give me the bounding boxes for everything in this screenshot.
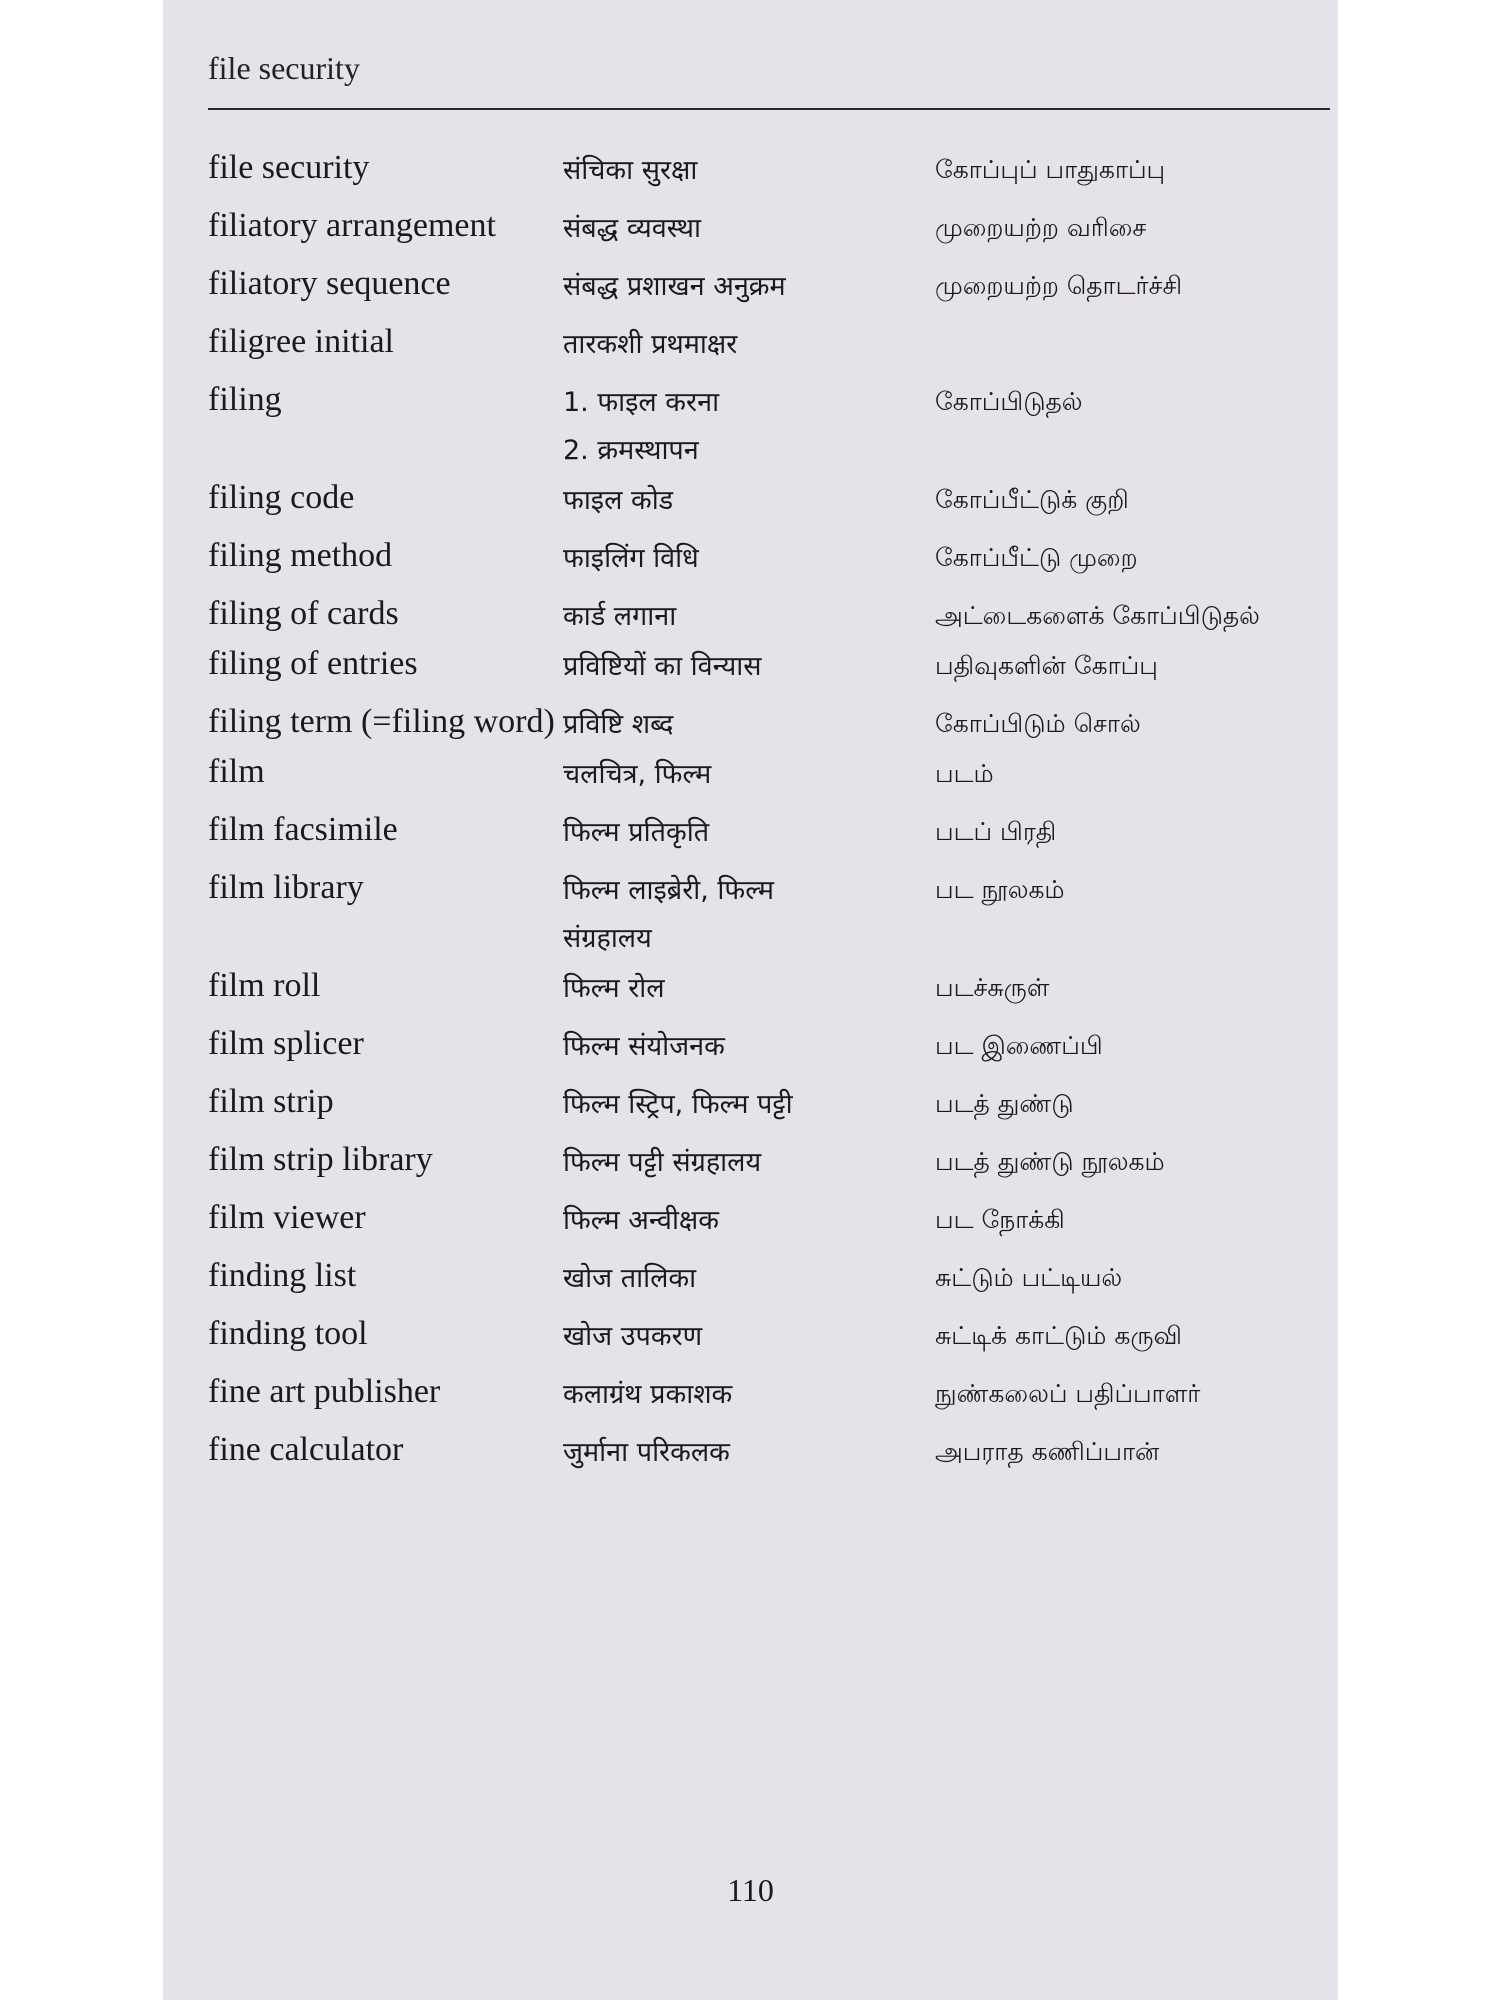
hindi-equivalent (563, 1253, 935, 1303)
english-term: film library (208, 869, 364, 906)
english-term: filing of cards (208, 595, 399, 632)
hindi-equivalent (563, 1427, 935, 1477)
hindi-line: फिल्म अन्वीक्षक (563, 1205, 720, 1236)
hindi-line: फिल्म रोल (563, 973, 665, 1004)
tamil-equivalent (935, 319, 1328, 321)
entry-row (208, 641, 1328, 691)
english-term: filing (208, 381, 282, 418)
tamil-equivalent: சுட்டும் பட்டியல் (935, 1263, 1123, 1292)
tamil-equivalent: முறையற்ற தொடர்ச்சி (935, 271, 1183, 300)
english-term: filigree initial (208, 323, 394, 360)
hindi-equivalent (563, 1021, 935, 1071)
tamil-equivalent: அபராத கணிப்பான் (935, 1437, 1160, 1466)
entry-row (208, 807, 1328, 857)
tamil-equivalent: பட நோக்கி (935, 1205, 1065, 1234)
entry-row (208, 145, 1328, 195)
english-term: file security (208, 149, 370, 186)
hindi-equivalent (563, 377, 935, 475)
tamil-equivalent: கோப்பிடும் சொல் (935, 709, 1141, 738)
hindi-equivalent (563, 1137, 935, 1187)
tamil-equivalent: படப் பிரதி (935, 817, 1057, 846)
hindi-line: फिल्म प्रतिकृति (563, 817, 710, 848)
tamil-equivalent: பட இணைப்பி (935, 1031, 1103, 1060)
english-term: filiatory sequence (208, 265, 451, 302)
hindi-line: फाइलिंग विधि (563, 543, 699, 574)
hindi-line: जुर्माना परिकलक (563, 1437, 730, 1468)
english-term: film viewer (208, 1199, 366, 1236)
hindi-line: फाइल कोड (563, 485, 674, 516)
entry-row (208, 203, 1328, 253)
english-term: fine art publisher (208, 1373, 441, 1410)
tamil-equivalent: முறையற்ற வரிசை (935, 213, 1147, 242)
hindi-equivalent (563, 1369, 935, 1419)
english-term: filing code (208, 479, 355, 516)
hindi-equivalent (563, 261, 935, 311)
entry-row (208, 1079, 1328, 1129)
hindi-line: फिल्म पट्टी संग्रहालय (563, 1147, 762, 1178)
hindi-line: कार्ड लगाना (563, 601, 677, 632)
english-term: film strip (208, 1083, 334, 1120)
english-term: filiatory arrangement (208, 207, 496, 244)
english-term: filing term (=filing word) (208, 703, 555, 740)
entry-row (208, 591, 1328, 641)
hindi-equivalent (563, 319, 935, 369)
entry-row (208, 1253, 1328, 1303)
hindi-line: प्रविष्टियों का विन्यास (563, 651, 762, 682)
hindi-line: संबद्ध प्रशाखन अनुक्रम (563, 271, 786, 302)
entry-list (208, 145, 1328, 1485)
hindi-line: संचिका सुरक्षा (563, 155, 698, 186)
hindi-line: फिल्म स्ट्रिप, फिल्म पट्टी (563, 1089, 793, 1120)
running-head: file security (208, 50, 360, 86)
hindi-line: फिल्म संयोजनक (563, 1031, 725, 1062)
hindi-equivalent (563, 1195, 935, 1245)
english-term: film splicer (208, 1025, 364, 1062)
hindi-equivalent (563, 475, 935, 525)
hindi-equivalent (563, 699, 935, 749)
entry-row (208, 1427, 1328, 1477)
english-term: filing of entries (208, 645, 418, 682)
tamil-equivalent: படத் துண்டு நூலகம் (935, 1147, 1165, 1176)
english-term: finding tool (208, 1315, 368, 1352)
tamil-equivalent: கோப்பீட்டு முறை (935, 543, 1138, 572)
tamil-equivalent: கோப்புப் பாதுகாப்பு (935, 155, 1166, 184)
hindi-equivalent (563, 807, 935, 857)
entry-row (208, 261, 1328, 311)
hindi-line: कलाग्रंथ प्रकाशक (563, 1379, 733, 1410)
english-term: filing method (208, 537, 393, 574)
english-term: film roll (208, 967, 321, 1004)
entry-row (208, 699, 1328, 749)
entry-row (208, 865, 1328, 963)
tamil-equivalent: பட நூலகம் (935, 875, 1065, 904)
tamil-equivalent: படம் (935, 759, 994, 788)
hindi-line: खोज उपकरण (563, 1321, 703, 1352)
hindi-line: संबद्ध व्यवस्था (563, 213, 701, 244)
hindi-line: खोज तालिका (563, 1263, 697, 1294)
english-term: film (208, 753, 265, 790)
hindi-equivalent (563, 963, 935, 1013)
hindi-line: 1. फाइल करना (563, 387, 720, 418)
english-term: film facsimile (208, 811, 398, 848)
entry-row (208, 963, 1328, 1013)
header-rule (208, 108, 1330, 110)
entry-row (208, 1137, 1328, 1187)
entry-row (208, 1021, 1328, 1071)
hindi-equivalent (563, 203, 935, 253)
hindi-equivalent (563, 145, 935, 195)
entry-row (208, 1369, 1328, 1419)
hindi-line: संग्रहालय (563, 923, 652, 954)
hindi-line: प्रविष्टि शब्द (563, 709, 674, 740)
entry-row (208, 1195, 1328, 1245)
page-number: 110 (727, 1872, 774, 1908)
hindi-equivalent (563, 1079, 935, 1129)
english-term: film strip library (208, 1141, 433, 1178)
hindi-line: फिल्म लाइब्रेरी, फिल्म (563, 875, 775, 906)
tamil-equivalent: படச்சுருள் (935, 973, 1050, 1002)
dictionary-page (163, 0, 1338, 2000)
entry-row (208, 377, 1328, 475)
entry-row (208, 319, 1328, 369)
hindi-equivalent (563, 641, 935, 691)
tamil-equivalent: படத் துண்டு (935, 1089, 1074, 1118)
english-term: fine calculator (208, 1431, 404, 1468)
hindi-equivalent (563, 865, 935, 963)
hindi-equivalent (563, 533, 935, 583)
entry-row (208, 749, 1328, 799)
tamil-equivalent: கோப்பிடுதல் (935, 387, 1083, 416)
hindi-equivalent (563, 749, 935, 799)
tamil-equivalent: சுட்டிக் காட்டும் கருவி (935, 1321, 1182, 1350)
tamil-equivalent: பதிவுகளின் கோப்பு (935, 651, 1158, 680)
entry-row (208, 475, 1328, 525)
tamil-equivalent: அட்டைகளைக் கோப்பிடுதல் (935, 601, 1260, 630)
english-term: finding list (208, 1257, 357, 1294)
hindi-line: चलचित्र, फिल्म (563, 759, 712, 790)
entry-row (208, 533, 1328, 583)
hindi-equivalent (563, 591, 935, 641)
hindi-line: 2. क्रमस्थापन (563, 435, 699, 466)
hindi-line: तारकशी प्रथमाक्षर (563, 329, 738, 360)
entry-row (208, 1311, 1328, 1361)
tamil-equivalent: நுண்கலைப் பதிப்பாளர் (935, 1379, 1201, 1408)
hindi-equivalent (563, 1311, 935, 1361)
tamil-equivalent: கோப்பீட்டுக் குறி (935, 485, 1129, 514)
